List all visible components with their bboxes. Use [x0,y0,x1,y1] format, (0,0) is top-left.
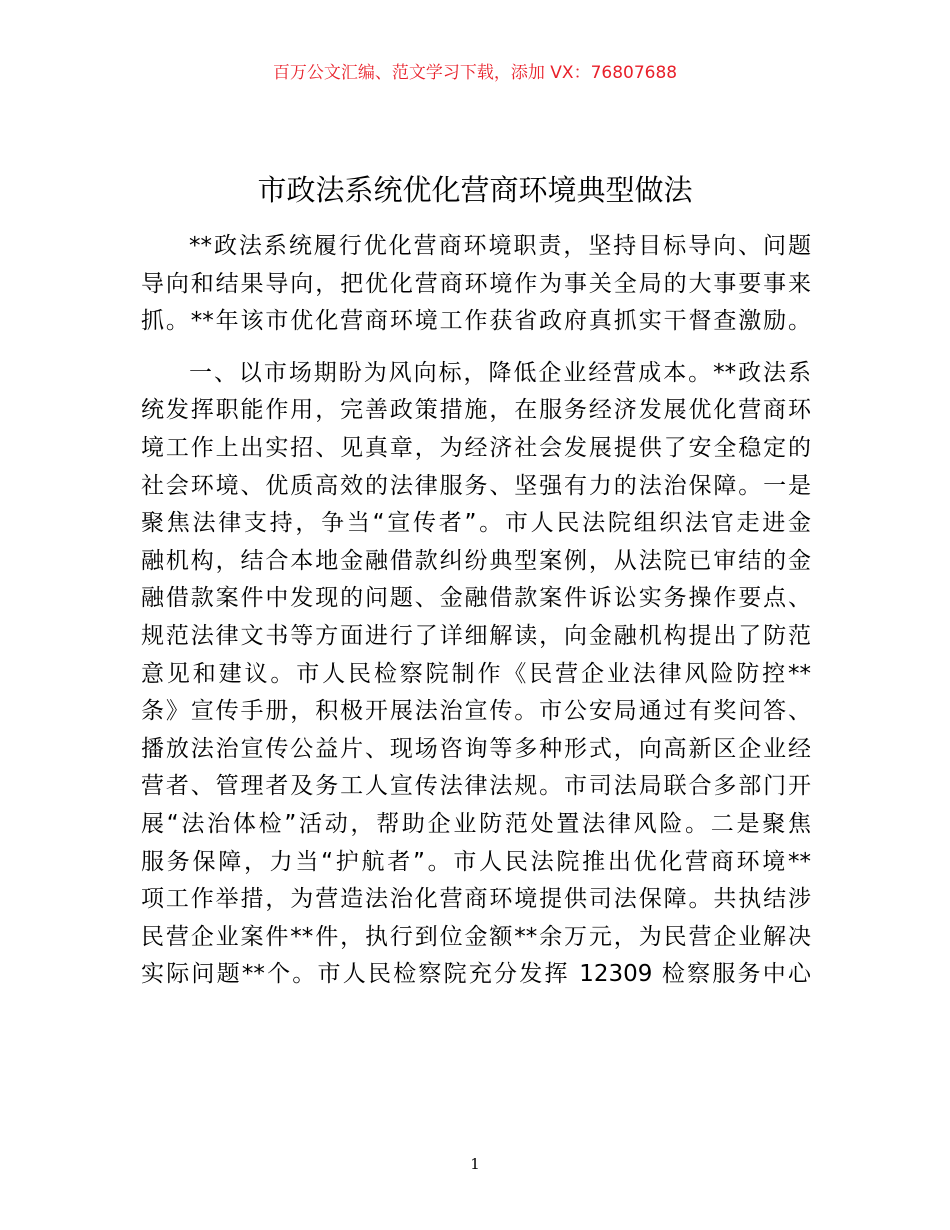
text-line: 展“法治体检”活动，帮助企业防范处置法律风险。二是聚焦 [141,810,811,837]
text-line: 实际问题**个。市人民检察院充分发挥 12309 检察服务中心 [141,961,811,988]
text-line: 一、以市场期盼为风向标，降低企业经营成本。**政法系 [189,359,811,386]
text-line: 播放法治宣传公益片、现场咨询等多种形式，向高新区企业经 [141,735,811,762]
text-line: 统发挥职能作用，完善政策措施，在服务经济发展优化营商环 [141,397,811,424]
paragraph-2 [141,355,811,1069]
document-title: 市政法系统优化营商环境典型做法 [257,173,693,207]
paragraph-1 [141,228,811,341]
text-line: 融机构，结合本地金融借款纠纷典型案例，从法院已审结的金 [141,547,811,574]
header-banner: 百万公文汇编、范文学习下载，添加 VX：76807688 [272,63,678,83]
text-line [141,1031,811,1069]
text-line: 融借款案件中发现的问题、金融借款案件诉讼实务操作要点、 [141,585,811,612]
text-line: 规范法律文书等方面进行了详细解读，向金融机构提出了防范 [141,622,811,649]
text-line: 民营企业案件**件，执行到位金额**余万元，为民营企业解决 [141,923,811,950]
text-line: 项工作举措，为营造法治化营商环境提供司法保障。共执结涉 [141,886,811,913]
text-line: 境工作上出实招、见真章，为经济社会发展提供了安全稳定的 [141,434,811,461]
text-line: 聚焦法律支持，争当“宣传者”。市人民法院组织法官走进金 [141,510,811,537]
text-line [141,994,811,1032]
page-number: 1 [470,1155,480,1173]
text-line: 意见和建议。市人民检察院制作《民营企业法律风险防控** [141,660,811,687]
text-line: **政法系统履行优化营商环境职责，坚持目标导向、问题 [189,233,811,259]
text-line: 营者、管理者及务工人宣传法律法规。市司法局联合多部门开 [141,773,811,800]
text-line: 服务保障，力当“护航者”。市人民法院推出优化营商环境** [141,848,811,875]
document-body [141,228,811,1069]
text-line: 导向和结果导向，把优化营商环境作为事关全局的大事要事来 [141,270,811,297]
text-line: 社会环境、优质高效的法律服务、坚强有力的法治保障。一是 [141,472,811,499]
text-line: 抓。**年该市优化营商环境工作获省政府真抓实干督查激励。 [141,308,811,335]
text-line: 条》宣传手册，积极开展法治宣传。市公安局通过有奖问答、 [141,698,811,725]
